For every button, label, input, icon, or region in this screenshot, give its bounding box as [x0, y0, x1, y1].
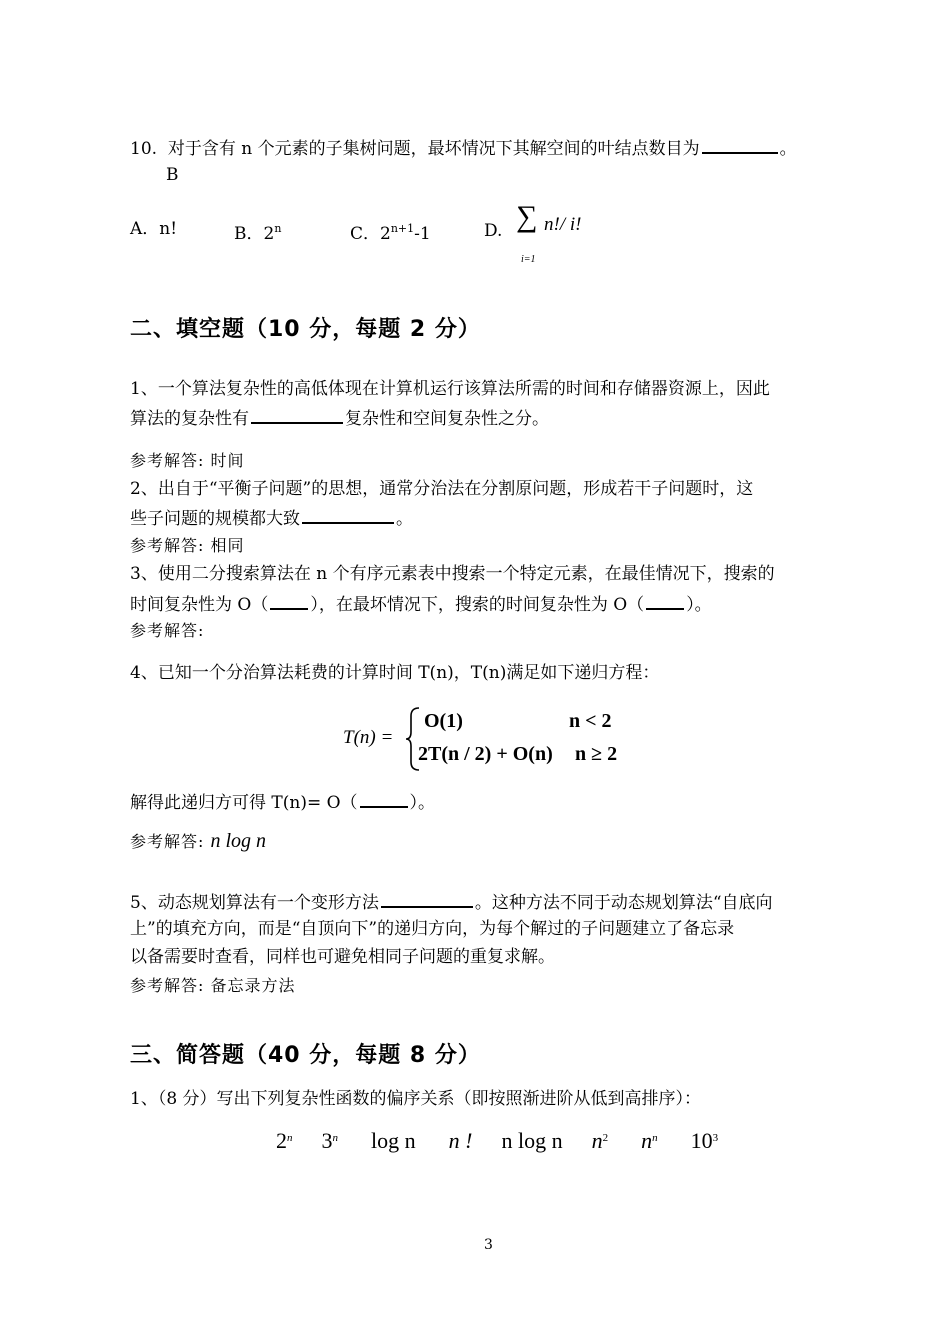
- s2q4-answer-label: 参考解答:: [130, 832, 205, 851]
- s3q1-f8-base: 10: [690, 1128, 713, 1153]
- q10-option-c-suffix: -1: [414, 224, 431, 244]
- s2q3-blank2: [646, 592, 684, 610]
- q10-option-a: A．n!: [130, 219, 178, 239]
- s2q4-answer: n log n: [210, 830, 267, 852]
- s2q4-case2-expr: 2T(n / 2) + O(n): [418, 743, 553, 765]
- q10-option-b: [234, 218, 281, 245]
- s3q1-f1-base: 2: [276, 1128, 287, 1153]
- s2q1-answer: 时间: [210, 451, 245, 470]
- s2q4-case1-expr: [424, 710, 463, 733]
- s2q5-blank: [381, 890, 473, 908]
- q10-option-d-sub: i=1: [521, 254, 536, 265]
- q10-answer: B: [166, 165, 179, 185]
- s3q1-line1: 1、（8 分）写出下列复杂性函数的偏序关系（即按照渐进阶从低到高排序）：: [130, 1089, 702, 1109]
- s3q1-f2: [322, 1128, 339, 1153]
- s2q4-solve-line: [130, 790, 435, 814]
- s3q1-f7-sup: n: [652, 1132, 658, 1144]
- s2q2-answer-label: 参考解答:: [130, 536, 205, 555]
- s3q1-f7-base: n: [641, 1128, 653, 1153]
- s2q3-line2: [130, 592, 712, 616]
- s2q4-solve-pre: 解得此递归方可得 T(n)= O（: [130, 793, 358, 813]
- q10-blank: [702, 136, 778, 154]
- s2q3-line2-c: ）。: [686, 595, 712, 615]
- s3q1-f8: [691, 1128, 719, 1153]
- s2q2-blank: [302, 506, 394, 524]
- section2-title: 二、填空题（10 分，每题 2 分）: [130, 317, 481, 342]
- s3q1-f6: [592, 1128, 609, 1153]
- q10-line: [130, 136, 797, 160]
- s2q5-line1-pre: 5、动态规划算法有一个变形方法: [130, 893, 379, 913]
- s3q1-f7: [641, 1128, 658, 1153]
- s3q1-f8-sup: 3: [712, 1132, 719, 1144]
- s2q2-answer: 相同: [210, 536, 245, 555]
- page-number: 3: [484, 1237, 493, 1253]
- s2q1-line2-pre: 算法的复杂性有: [130, 409, 249, 429]
- s2q4-case1-cond: n < 2: [569, 710, 612, 732]
- q10-text: 对于含有 n 个元素的子集树问题，最坏情况下其解空间的叶结点数目为: [167, 139, 700, 159]
- s2q3-answer-label: 参考解答:: [130, 621, 205, 640]
- q10-option-b-base: B．2: [234, 224, 275, 244]
- s3q1-f1-sup: n: [287, 1132, 293, 1144]
- s2q4-case2-cond: n ≥ 2: [575, 743, 618, 765]
- s2q5-answer: 备忘录方法: [210, 976, 296, 995]
- s3q1-f5: n log n: [501, 1128, 563, 1153]
- s2q3-line2-a: 时间复杂性为 O（: [130, 595, 269, 615]
- q10-end: 。: [779, 139, 797, 159]
- s3q1-f2-base: 3: [321, 1128, 333, 1153]
- s2q5-line1-post: 。这种方法不同于动态规划算法“自底向: [474, 893, 773, 913]
- q10-number: 10.: [130, 139, 158, 159]
- s2q1-blank: [251, 406, 343, 424]
- s3q1-f4: n !: [448, 1128, 473, 1153]
- s3q1-f2-sup: n: [332, 1132, 338, 1144]
- s2q5-line1: [130, 890, 773, 914]
- s2q2-line2-pre: 些子问题的规模都大致: [130, 509, 300, 529]
- q10-option-b-sup: n: [274, 222, 282, 235]
- s2q4-case1-expr-text: O(1): [424, 710, 463, 732]
- q10-option-c-base: C．2: [350, 224, 391, 244]
- s2q1-line1: 1、一个算法复杂性的高低体现在计算机运行该算法所需的时间和存储器资源上，因此: [130, 379, 770, 399]
- s2q3-line2-b: ），在最坏情况下，搜索的时间复杂性为 O（: [310, 595, 645, 615]
- q10-option-d-label: D.: [484, 221, 503, 241]
- s3q1-f6-sup: 2: [602, 1132, 609, 1144]
- q10-option-d-expr: n!/ i!: [544, 214, 582, 235]
- s2q3-line1: 3、使用二分搜索算法在 n 个有序元素表中搜索一个特定元素，在最佳情况下，搜索的: [130, 564, 775, 584]
- s3q1-functions: [276, 1124, 718, 1155]
- s2q2-answer-line: [130, 535, 245, 557]
- s2q1-line2-post: 复杂性和空间复杂性之分。: [345, 409, 549, 429]
- s2q4-answer-line: [130, 830, 266, 853]
- s2q4-blank: [360, 790, 408, 808]
- section3-title: 三、简答题（40 分，每题 8 分）: [130, 1043, 481, 1068]
- s2q5-line2: 上”的填充方向，而是“自顶向下”的递归方向，为每个解过的子问题建立了备忘录: [130, 919, 735, 939]
- s2q1-line2: [130, 406, 549, 430]
- s2q5-answer-label: 参考解答:: [130, 976, 205, 995]
- s2q2-line2-post: 。: [396, 509, 413, 529]
- s2q2-line1: 2、出自于“平衡子问题”的思想，通常分治法在分割原问题，形成若干子问题时，这: [130, 479, 754, 499]
- s2q4-lhs: T(n) =: [343, 727, 394, 748]
- s3q1-f1: [276, 1128, 293, 1153]
- q10-option-c: [350, 218, 431, 245]
- q10-option-c-sup: n+1: [390, 222, 415, 235]
- q10-option-d-sigma: ∑: [516, 200, 538, 233]
- s2q4-solve-post: ）。: [409, 793, 436, 813]
- s2q1-answer-label: 参考解答:: [130, 451, 205, 470]
- s2q2-line2: [130, 506, 413, 530]
- s2q1-answer-line: [130, 450, 245, 472]
- s2q5-answer-line: [130, 975, 296, 997]
- s2q4-line1: 4、已知一个分治算法耗费的计算时间 T(n)，T(n)满足如下递归方程：: [130, 663, 660, 683]
- s2q3-blank1: [270, 592, 308, 610]
- s3q1-f6-base: n: [591, 1128, 603, 1153]
- s2q5-line3: 以备需要时查看，同样也可避免相同子问题的重复求解。: [130, 947, 555, 967]
- s3q1-f3: log n: [371, 1128, 416, 1153]
